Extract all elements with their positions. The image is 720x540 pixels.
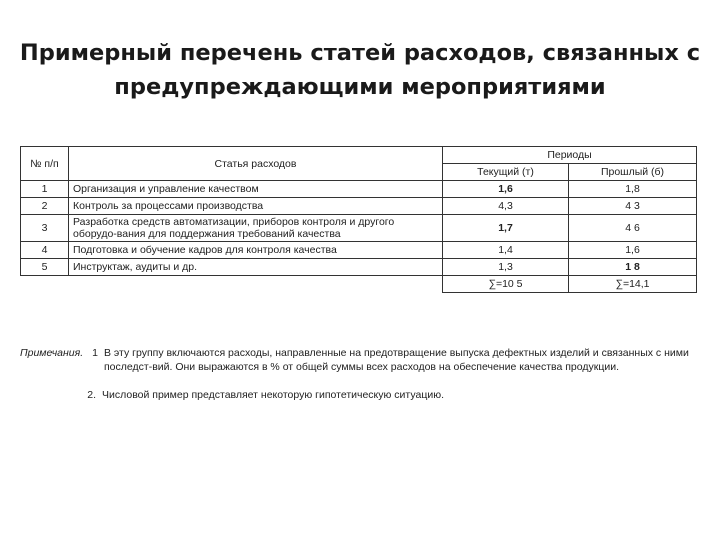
table-row <box>21 198 697 215</box>
row-item: Контроль за процессами производства <box>69 198 443 215</box>
header-previous: Прошлый (б) <box>569 164 697 181</box>
row-item: Разработка средств автоматизации, приборов контроля и другого оборудо-вания для поддержания требований качества <box>69 215 443 242</box>
header-periods: Периоды <box>443 147 697 164</box>
total-current: ∑=10 5 <box>443 276 569 293</box>
row-current: 1,3 <box>443 259 569 276</box>
row-item: Инструктаж, аудиты и др. <box>69 259 443 276</box>
table-row <box>21 242 697 259</box>
notes-section <box>20 346 700 416</box>
table-row <box>21 181 697 198</box>
note-text: Числовой пример представляет некоторую гипотетическую ситуацию. <box>102 389 444 401</box>
row-item: Организация и управление качеством <box>69 181 443 198</box>
table-row <box>21 215 697 242</box>
row-num: 5 <box>21 259 69 276</box>
row-num: 3 <box>21 215 69 242</box>
slide-title-line-1: Примерный перечень статей расходов, связанных с <box>19 40 701 66</box>
table-header-row <box>21 147 697 164</box>
row-current: 1,6 <box>443 181 569 198</box>
table-totals-row <box>21 276 697 293</box>
row-previous: 1 8 <box>569 259 697 276</box>
total-previous: ∑=14,1 <box>569 276 697 293</box>
row-previous: 4 6 <box>569 215 697 242</box>
row-previous: 1,6 <box>569 242 697 259</box>
row-num: 2 <box>21 198 69 215</box>
row-previous: 4 3 <box>569 198 697 215</box>
note-item <box>20 346 700 374</box>
header-current: Текущий (т) <box>443 164 569 181</box>
table-row <box>21 259 697 276</box>
header-item: Статья расходов <box>69 147 443 181</box>
slide-title-line-2: предупреждающими мероприятиями <box>114 74 606 100</box>
note-number: 1 <box>92 347 98 359</box>
row-current: 1,7 <box>443 215 569 242</box>
notes-label: Примечания. <box>20 347 84 359</box>
costs-table-container <box>20 146 696 293</box>
slide-title <box>0 36 720 104</box>
row-current: 1,4 <box>443 242 569 259</box>
row-current: 4,3 <box>443 198 569 215</box>
row-num: 4 <box>21 242 69 259</box>
costs-table <box>20 146 697 293</box>
note-number: 2. <box>87 389 96 401</box>
header-num: № п/п <box>21 147 69 181</box>
note-text: В эту группу включаются расходы, направленные на предотвращение выпуска дефектных изделий и связанных с ними последст-вий. Они выражаются в % от общей суммы всех расходов на обеспечение качества продукции. <box>104 347 689 373</box>
note-item <box>82 388 700 402</box>
row-previous: 1,8 <box>569 181 697 198</box>
row-num: 1 <box>21 181 69 198</box>
row-item: Подготовка и обучение кадров для контроля качества <box>69 242 443 259</box>
